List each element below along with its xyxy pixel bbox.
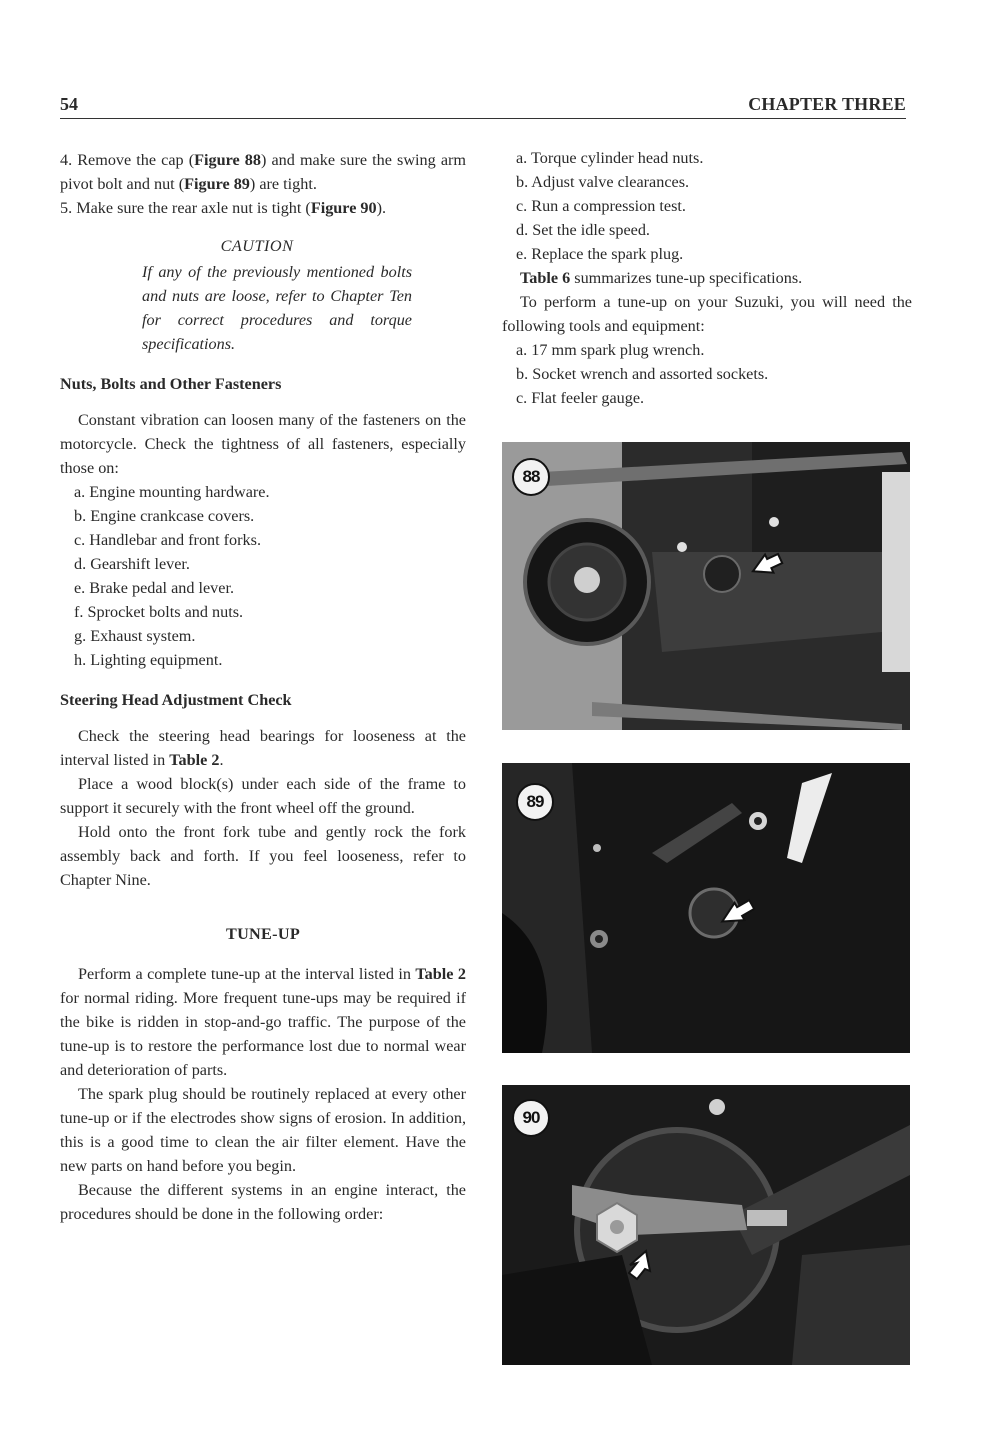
rear-axle-nut-photo bbox=[502, 1085, 910, 1365]
caution-note bbox=[60, 234, 412, 356]
tools-intro: To perform a tune-up on your Suzuki, you will need the following tools and equipment: bbox=[502, 293, 912, 335]
step-5: 5. Make sure the rear axle nut is tight (Figure 90). bbox=[60, 199, 387, 217]
table-6-paragraph: Table 6 summarizes tune-up specifications. bbox=[520, 269, 803, 287]
nuts-intro: Constant vibration can loosen many of the fasteners on the motorcycle. Check the tightness of all fasteners, especially those on: bbox=[60, 411, 466, 477]
table-2-ref: Table 2 bbox=[169, 751, 220, 769]
list-item: a. Engine mounting hardware. bbox=[74, 483, 270, 501]
pivot-bolt-photo bbox=[502, 763, 910, 1053]
figure-89-photo bbox=[502, 763, 910, 1053]
list-item: g. Exhaust system. bbox=[74, 627, 196, 645]
list-item: c. Flat feeler gauge. bbox=[516, 389, 645, 407]
list-item: h. Lighting equipment. bbox=[74, 651, 223, 669]
figure-label: 89 bbox=[516, 783, 554, 821]
list-item: c. Handlebar and front forks. bbox=[74, 531, 261, 549]
tuneup-paragraph-1: Perform a complete tune-up at the interval listed in Table 2 for normal riding. More frequent tune-ups may be required if the bike is ridden in stop-and-go traffic. The purpose of the tune-up is to restore the performance lost due to normal wear and deterioration of parts. bbox=[60, 965, 466, 1079]
table-2-ref: Table 2 bbox=[415, 965, 466, 983]
page-header bbox=[60, 92, 906, 119]
tuneup-heading: TUNE-UP bbox=[225, 925, 301, 943]
page-number: 54 bbox=[60, 94, 78, 114]
figure-88-photo bbox=[502, 442, 910, 730]
steering-heading: Steering Head Adjustment Check bbox=[60, 691, 292, 709]
list-item: f. Sprocket bolts and nuts. bbox=[74, 603, 244, 621]
list-item: a. Torque cylinder head nuts. bbox=[516, 149, 704, 167]
steering-paragraph-1: Check the steering head bearings for looseness at the interval listed in Table 2. bbox=[60, 727, 466, 769]
figure-90-photo bbox=[502, 1085, 910, 1365]
tuneup-paragraph-2: The spark plug should be routinely replaced at every other tune-up or if the electrodes show signs of erosion. In addition, this is a good time to clean the air filter element. Have the new parts on hand before you begin. bbox=[60, 1085, 466, 1175]
list-item: b. Adjust valve clearances. bbox=[516, 173, 690, 191]
steering-paragraph-2: Place a wood block(s) under each side of the frame to support it securely with the front wheel off the ground. bbox=[60, 775, 466, 817]
figure-88-ref: Figure 88 bbox=[194, 151, 261, 169]
list-item: e. Brake pedal and lever. bbox=[74, 579, 235, 597]
table-6-ref: Table 6 bbox=[520, 269, 571, 287]
list-item: c. Run a compression test. bbox=[516, 197, 686, 215]
list-item: a. 17 mm spark plug wrench. bbox=[516, 341, 705, 359]
right-column bbox=[502, 146, 912, 410]
nuts-heading: Nuts, Bolts and Other Fasteners bbox=[60, 375, 282, 393]
chapter-title: CHAPTER THREE bbox=[748, 94, 906, 114]
left-column bbox=[60, 148, 466, 1226]
list-item: e. Replace the spark plug. bbox=[516, 245, 684, 263]
caution-title: CAUTION bbox=[220, 237, 294, 255]
step-4: 4. Remove the cap (Figure 88) and make sure the swing arm pivot bolt and nut (Figure 89) are tight. bbox=[60, 151, 467, 193]
list-item: d. Set the idle speed. bbox=[516, 221, 650, 239]
figure-90-ref: Figure 90 bbox=[310, 199, 377, 217]
list-item: d. Gearshift lever. bbox=[74, 555, 190, 573]
fasteners-list bbox=[60, 480, 466, 672]
list-item: b. Socket wrench and assorted sockets. bbox=[516, 365, 769, 383]
swing-arm-cap-photo bbox=[502, 442, 910, 730]
tuneup-paragraph-3: Because the different systems in an engine interact, the procedures should be done in the following order: bbox=[60, 1181, 466, 1223]
list-item: b. Engine crankcase covers. bbox=[74, 507, 255, 525]
caution-body: If any of the previously mentioned bolts and nuts are loose, refer to Chapter Ten for correct procedures and torque specifications. bbox=[142, 263, 412, 353]
tuneup-order-list bbox=[502, 146, 912, 266]
tools-list bbox=[502, 338, 912, 410]
figure-label: 90 bbox=[512, 1099, 550, 1137]
steering-paragraph-3: Hold onto the front fork tube and gently rock the fork assembly back and forth. If you feel looseness, refer to Chapter Nine. bbox=[60, 823, 466, 889]
figure-label: 88 bbox=[512, 458, 550, 496]
figure-89-ref: Figure 89 bbox=[184, 175, 250, 193]
